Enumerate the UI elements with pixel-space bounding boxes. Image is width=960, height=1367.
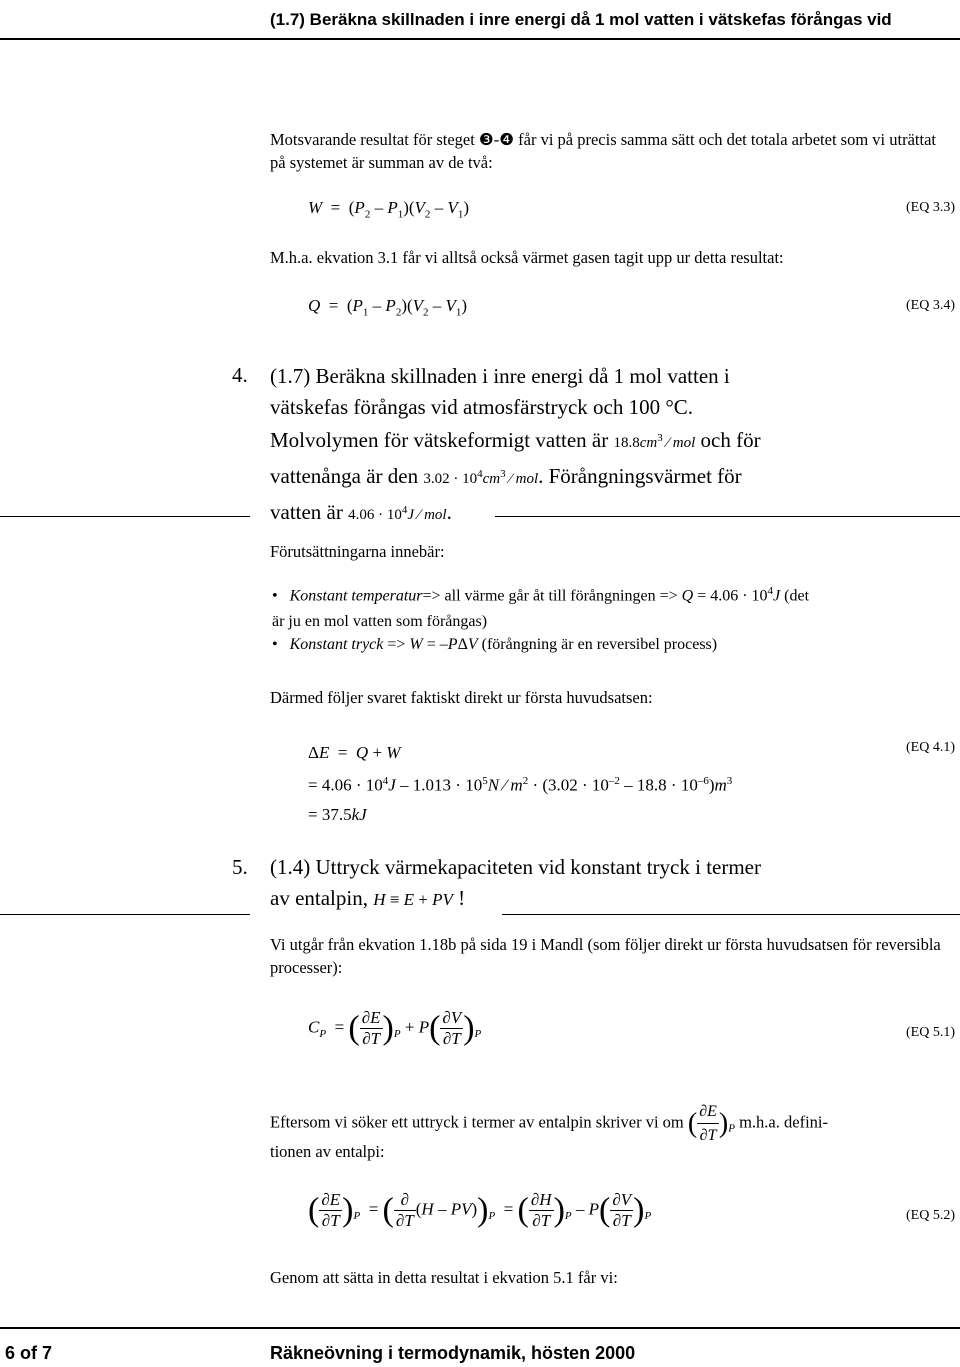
question-number-5: 5. [232, 855, 248, 879]
eq-3-4-label: (EQ 3.4) [906, 298, 955, 313]
bullet-constant-pressure: • Konstant tryck => W = –PΔV (förångning är en reversibel process) [272, 636, 718, 653]
equation-3-4: $Q = (P_1 - P_2)(V_2 - V_1)$ [308, 296, 468, 319]
left-rule-q4 [0, 516, 250, 517]
since-paragraph: Eftersom vi söker ett uttryck i termer av entalpin skriver vi om ( $\frac{\partial E}{\partial T}$ )$_P$ m.h.a. defini- [270, 1100, 828, 1147]
equation-3-3: $W = (P_2 - P_1)(V_2 - V_1)$ [308, 198, 469, 221]
page-number: 6 of 7 [5, 1343, 53, 1363]
therefore-paragraph: Därmed följer svaret faktiskt direkt ur första huvudsatsen: [270, 688, 653, 707]
equation-5-1: $C_P$ = ( $\frac{\partial E}{\partial T}$ )$_P + P$( $\frac{\partial V}{\partial T}$ )$_P$ [308, 1008, 482, 1048]
right-rule-q4 [495, 516, 960, 517]
mandl-paragraph: Vi utgår från ekvation 1.18b på sida 19 i Mandl (som följer direkt ur första huvudsatsen för reversibla processer): [270, 935, 941, 977]
since-paragraph-cont: tionen av entalpi: [270, 1142, 385, 1161]
question-5: (1.4) Uttryck värmekapaciteten vid konstant tryck i termer av entalpin, H ≡ E + PV ! [270, 855, 761, 910]
prereq-paragraph: Förutsättningarna innebär: [270, 542, 445, 561]
equation-5-2: ( $\frac{\partial E}{\partial T}$ )$_P$ = ( $\frac{\partial}{\partial T}$ $(H - PV))_P$ = ( $\frac{\partial H}{\partial T}$ )$_P - P$( $\frac{\partial V}{\partial T}$ )$_P$ [308, 1190, 652, 1230]
eq-3-3-label: (EQ 3.3) [906, 200, 955, 215]
eq-5-1-label: (EQ 5.1) [906, 1025, 955, 1040]
final-paragraph: Genom att sätta in detta resultat i ekvation 5.1 får vi: [270, 1268, 618, 1287]
mha-paragraph: M.h.a. ekvation 3.1 får vi alltså också värmet gasen tagit upp ur detta resultat: [270, 248, 784, 267]
right-rule-q5 [502, 914, 960, 915]
left-rule-q5 [0, 914, 250, 915]
footer-title: Räkneövning i termodynamik, hösten 2000 [270, 1343, 636, 1363]
header-rule [0, 38, 960, 40]
intro-paragraph: Motsvarande resultat för steget ❸-❹ får vi på precis samma sätt och det totala arbetet som vi uträttat på systemet är summan av de två: [270, 130, 936, 172]
footer-rule [0, 1327, 960, 1329]
question-number-4: 4. [232, 363, 248, 387]
question-4: (1.7) Beräkna skillnaden i inre energi då 1 mol vatten i vätskefas förångas vid atmosfärstryck och 100 °C. Molvolymen för vätskeformigt vatten är $18.8cm^3$ ⁄ mol och för vattenånga är den $3.02 \cdot 10^4cm^3$ ⁄ mol. Förångningsvärmet för vatten är $4.06 \cdot 10^4J$ ⁄ mol. [270, 364, 761, 524]
equation-4-1: ΔE = Q + W = $4.06 \cdot 10^4J - 1.013 \cdot 10^5N$ ⁄ $m^2 \cdot (3.02 \cdot 10^{-2} - 18.8 \cdot 10^{-6})m^3$ = 37.5kJ [308, 743, 733, 824]
page-header: (1.7) Beräkna skillnaden i inre energi då 1 mol vatten i vätskefas förångas vid [270, 10, 892, 29]
bullet-constant-temperature: • Konstant temperatur=> all värme går åt till förångningen => $Q = 4.06 \cdot 10^4J$ (det är ju en mol vatten som förångas) [272, 585, 810, 631]
eq-5-2-label: (EQ 5.2) [906, 1208, 955, 1223]
eq-4-1-label: (EQ 4.1) [906, 740, 955, 755]
